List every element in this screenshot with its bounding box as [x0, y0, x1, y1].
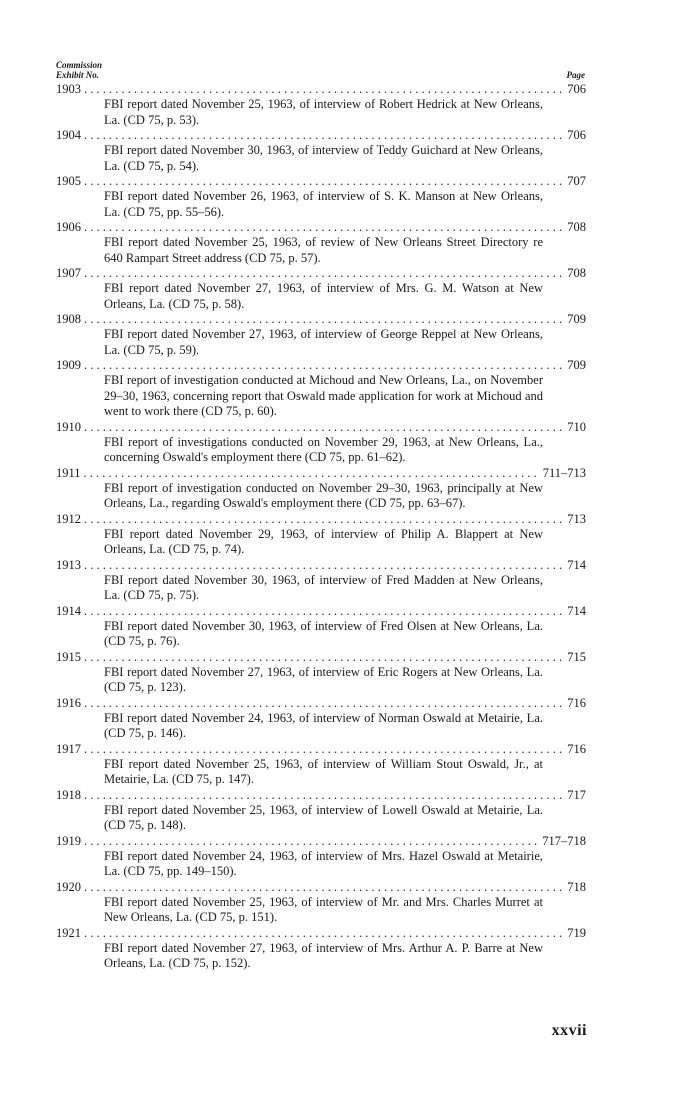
dot-leader [84, 128, 564, 143]
exhibit-entry-head [56, 420, 586, 435]
dot-leader [84, 880, 564, 895]
exhibit-entry-head [56, 696, 586, 711]
exhibit-entry [56, 128, 586, 174]
exhibit-page-number: 717–718 [542, 833, 586, 848]
dot-leader [84, 834, 539, 849]
exhibit-entry-head [56, 128, 586, 143]
exhibit-page-number: 714 [567, 603, 586, 618]
exhibit-description: FBI report dated November 27, 1963, of interview of Mrs. Arthur A. P. Barre at New Orleans, La. (CD 75, p. 152). [104, 940, 543, 970]
exhibit-entry-head [56, 742, 586, 757]
exhibit-number: 1905 [56, 174, 81, 188]
exhibit-description: FBI report dated November 30, 1963, of interview of Fred Olsen at New Orleans, La. (CD 75, p. 76). [104, 618, 543, 648]
exhibit-entry [56, 788, 586, 834]
exhibit-page-number: 706 [567, 128, 586, 142]
exhibit-description: FBI report dated November 30, 1963, of interview of Teddy Guichard at New Orleans, La. (CD 75, p. 54). [104, 143, 543, 173]
exhibit-description: FBI report dated November 27, 1963, of interview of George Reppel at New Orleans, La. (CD 75, p. 59). [104, 327, 543, 357]
exhibit-page-number: 707 [567, 174, 586, 188]
exhibit-description: FBI report dated November 29, 1963, of interview of Philip A. Blappert at New Orleans, La. (CD 75, p. 74). [104, 526, 543, 556]
dot-leader [84, 604, 564, 619]
dot-leader [84, 742, 564, 757]
exhibit-number: 1921 [56, 925, 81, 940]
exhibit-description: FBI report of investigations conducted on November 29, 1963, at New Orleans, La., concerning Oswald's employment there (CD 75, pp. 61–62). [104, 434, 543, 464]
exhibit-entry [56, 174, 586, 220]
exhibit-entry-head [56, 266, 586, 281]
exhibit-description: FBI report dated November 24, 1963, of interview of Norman Oswald at Metairie, La. (CD 75, p. 146). [104, 710, 543, 740]
exhibit-entry [56, 82, 586, 128]
exhibit-entry [56, 220, 586, 266]
exhibit-entry-head [56, 82, 586, 97]
exhibit-entry-head [56, 512, 586, 527]
exhibit-number: 1914 [56, 603, 81, 618]
exhibit-number: 1904 [56, 128, 81, 142]
exhibit-entry-head [56, 312, 586, 327]
exhibit-number: 1909 [56, 358, 81, 372]
dot-leader [84, 312, 564, 327]
exhibit-description: FBI report dated November 25, 1963, of review of New Orleans Street Directory re 640 Rampart Street address (CD 75, p. 57). [104, 235, 543, 265]
exhibit-entry-head [56, 834, 586, 849]
dot-leader [84, 650, 564, 665]
page-folio: xxvii [551, 1022, 587, 1039]
column-header-exhibit [56, 60, 102, 80]
column-header-page: Page [566, 70, 585, 80]
exhibit-description: FBI report of investigation conducted at Michoud and New Orleans, La., on November 29–30, 1963, concerning report that Oswald made application for work at Michoud and went to work there (CD 75, p. 60). [104, 373, 543, 418]
exhibit-entry-head [56, 220, 586, 235]
dot-leader [84, 174, 564, 189]
dot-leader [84, 696, 564, 711]
exhibit-number: 1907 [56, 266, 81, 280]
exhibit-description: FBI report dated November 27, 1963, of interview of Mrs. G. M. Watson at New Orleans, La. (CD 75, p. 58). [104, 281, 543, 311]
exhibit-page-number: 718 [567, 879, 586, 894]
dot-leader [84, 420, 564, 435]
exhibit-description: FBI report dated November 30, 1963, of interview of Fred Madden at New Orleans, La. (CD 75, p. 75). [104, 572, 543, 602]
exhibit-entry-head [56, 880, 586, 895]
exhibit-description: FBI report of investigation conducted on November 29–30, 1963, principally at New Orleans, La., regarding Oswald's employment there (CD 75, pp. 63–67). [104, 480, 543, 510]
exhibit-number: 1912 [56, 511, 81, 526]
exhibit-number: 1919 [56, 833, 81, 848]
exhibit-description: FBI report dated November 25, 1963, of interview of William Stout Oswald, Jr., at Metairie, La. (CD 75, p. 147). [104, 756, 543, 786]
exhibit-page-number: 714 [567, 557, 586, 572]
exhibit-entry-head [56, 358, 586, 373]
exhibit-number: 1916 [56, 695, 81, 710]
exhibit-number: 1917 [56, 741, 81, 756]
exhibit-number: 1920 [56, 879, 81, 894]
exhibit-page-number: 716 [567, 741, 586, 756]
dot-leader [84, 466, 540, 481]
exhibit-description: FBI report dated November 25, 1963, of interview of Mr. and Mrs. Charles Murret at New Orleans, La. (CD 75, p. 151). [104, 894, 543, 924]
exhibit-entry [56, 558, 586, 604]
exhibit-description: FBI report dated November 25, 1963, of interview of Lowell Oswald at Metairie, La. (CD 75, p. 148). [104, 802, 543, 832]
exhibit-entry [56, 834, 586, 880]
exhibit-entry [56, 604, 586, 650]
dot-leader [84, 220, 564, 235]
dot-leader [84, 266, 564, 281]
exhibit-entry [56, 880, 586, 926]
exhibit-page-number: 713 [567, 511, 586, 526]
exhibit-entry [56, 696, 586, 742]
exhibit-page-number: 708 [567, 266, 586, 280]
exhibit-page-number: 710 [567, 419, 586, 434]
exhibit-number: 1906 [56, 220, 81, 234]
exhibit-number: 1908 [56, 312, 81, 326]
exhibit-number: 1910 [56, 419, 81, 434]
exhibit-entry [56, 650, 586, 696]
exhibit-description: FBI report dated November 25, 1963, of interview of Robert Hedrick at New Orleans, La. (CD 75, p. 53). [104, 97, 543, 127]
dot-leader [84, 82, 564, 97]
exhibit-number: 1918 [56, 787, 81, 802]
exhibit-page-number: 719 [567, 925, 586, 940]
dot-leader [84, 358, 564, 373]
exhibit-description: FBI report dated November 26, 1963, of interview of S. K. Manson at New Orleans, La. (CD 75, pp. 55–56). [104, 189, 543, 219]
exhibit-entry [56, 512, 586, 558]
dot-leader [84, 926, 564, 941]
column-header-exhibit-no: Exhibit No. [56, 70, 100, 80]
exhibit-description: FBI report dated November 24, 1963, of interview of Mrs. Hazel Oswald at Metairie, La. (CD 75, pp. 149–150). [104, 848, 543, 878]
column-header-commission: Commission [56, 60, 103, 70]
exhibit-entry-head [56, 788, 586, 803]
exhibit-page-number: 708 [567, 220, 586, 234]
exhibit-entry-head [56, 174, 586, 189]
exhibit-page-number: 717 [567, 787, 586, 802]
exhibit-entry [56, 266, 586, 312]
exhibit-entry-head [56, 558, 586, 573]
exhibit-page-number: 709 [567, 312, 586, 326]
exhibit-entry [56, 358, 586, 420]
exhibit-page-number: 716 [567, 695, 586, 710]
exhibit-page-number: 711–713 [542, 465, 586, 480]
exhibit-description: FBI report dated November 27, 1963, of interview of Eric Rogers at New Orleans, La. (CD 75, p. 123). [104, 664, 543, 694]
exhibit-page-number: 715 [567, 649, 586, 664]
exhibit-number: 1913 [56, 557, 81, 572]
exhibit-page-number: 706 [567, 82, 586, 96]
exhibit-entry [56, 312, 586, 358]
exhibit-entry [56, 420, 586, 466]
exhibit-entry-head [56, 466, 586, 481]
dot-leader [84, 512, 564, 527]
exhibit-page-number: 709 [567, 358, 586, 372]
exhibit-entry [56, 466, 586, 512]
exhibit-entry-head [56, 650, 586, 665]
exhibit-entry-head [56, 926, 586, 941]
exhibit-number: 1915 [56, 649, 81, 664]
exhibit-entry [56, 742, 586, 788]
exhibit-entry [56, 926, 586, 972]
exhibit-entry-head [56, 604, 586, 619]
dot-leader [84, 558, 564, 573]
dot-leader [84, 788, 564, 803]
exhibit-number: 1911 [56, 465, 81, 480]
exhibit-number: 1903 [56, 82, 81, 96]
exhibit-list [56, 82, 586, 972]
